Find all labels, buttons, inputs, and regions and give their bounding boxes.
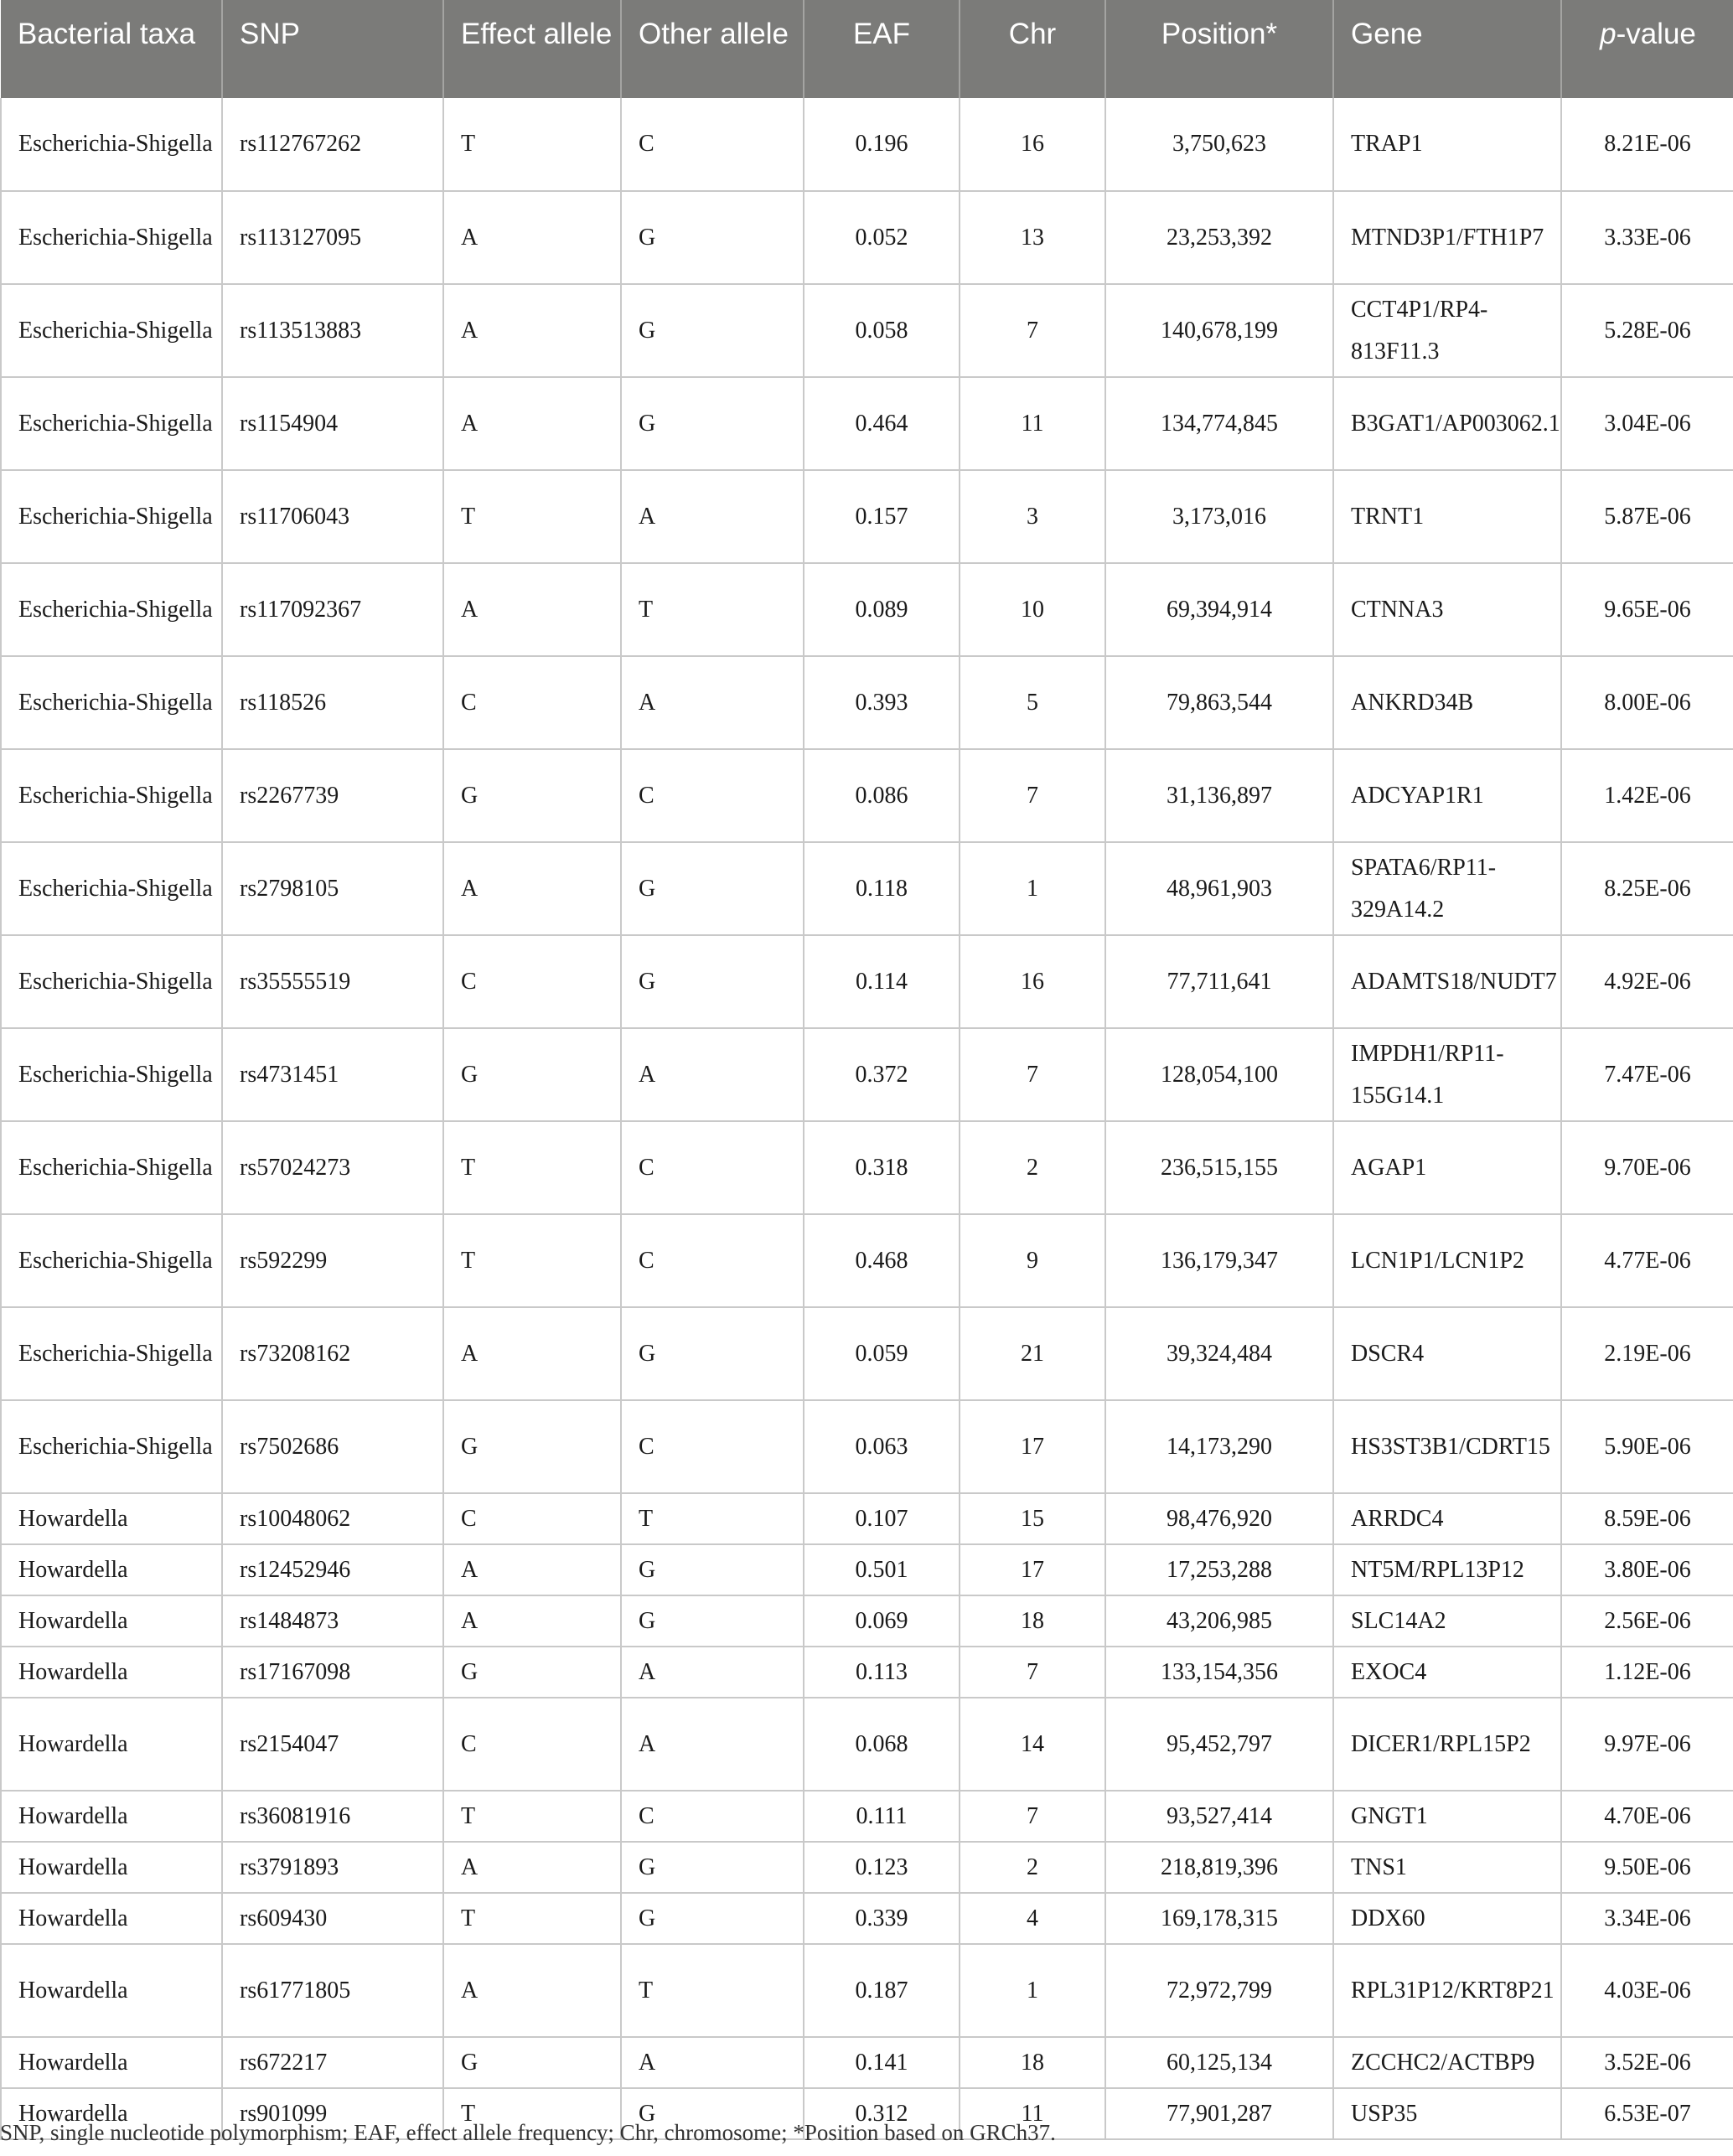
cell-gene: NT5M/RPL13P12 (1333, 1544, 1561, 1595)
cell-p-value: 4.03E-06 (1561, 1944, 1733, 2037)
cell-chr: 15 (960, 1493, 1105, 1544)
cell-eaf: 0.114 (804, 935, 960, 1028)
cell-position: 14,173,290 (1105, 1400, 1333, 1493)
cell-other-allele: A (621, 1698, 804, 1791)
cell-snp: rs17167098 (222, 1647, 443, 1698)
cell-chr: 2 (960, 1842, 1105, 1893)
table-row (1, 1944, 1733, 2037)
cell-other-allele: C (621, 1214, 804, 1307)
cell-gene: GNGT1 (1333, 1791, 1561, 1842)
cell-position: 72,972,799 (1105, 1944, 1333, 2037)
cell-position: 23,253,392 (1105, 191, 1333, 284)
cell-effect-allele: G (443, 2037, 621, 2088)
cell-position: 134,774,845 (1105, 377, 1333, 470)
cell-gene: AGAP1 (1333, 1121, 1561, 1214)
cell-gene: SPATA6/RP11-329A14.2 (1333, 842, 1561, 935)
cell-p-value: 2.19E-06 (1561, 1307, 1733, 1400)
cell-other-allele: A (621, 656, 804, 749)
cell-p-value: 8.25E-06 (1561, 842, 1733, 935)
cell-snp: rs2798105 (222, 842, 443, 935)
cell-effect-allele: G (443, 749, 621, 842)
cell-chr: 17 (960, 1400, 1105, 1493)
cell-position: 17,253,288 (1105, 1544, 1333, 1595)
cell-gene: DDX60 (1333, 1893, 1561, 1944)
cell-other-allele: G (621, 1544, 804, 1595)
cell-gene: RPL31P12/KRT8P21 (1333, 1944, 1561, 2037)
cell-chr: 9 (960, 1214, 1105, 1307)
cell-bacterial-taxa: Escherichia-Shigella (1, 1400, 222, 1493)
cell-snp: rs35555519 (222, 935, 443, 1028)
cell-p-value: 9.50E-06 (1561, 1842, 1733, 1893)
table-row (1, 2037, 1733, 2088)
cell-other-allele: G (621, 1307, 804, 1400)
cell-p-value: 9.70E-06 (1561, 1121, 1733, 1214)
cell-snp: rs672217 (222, 2037, 443, 2088)
cell-chr: 7 (960, 1028, 1105, 1121)
cell-effect-allele: T (443, 1214, 621, 1307)
cell-other-allele: A (621, 2037, 804, 2088)
cell-effect-allele: G (443, 1028, 621, 1121)
cell-snp: rs1484873 (222, 1595, 443, 1647)
cell-chr: 11 (960, 2088, 1105, 2139)
cell-chr: 3 (960, 470, 1105, 563)
cell-eaf: 0.089 (804, 563, 960, 656)
cell-p-value: 8.00E-06 (1561, 656, 1733, 749)
cell-effect-allele: T (443, 2088, 621, 2139)
table-row (1, 1400, 1733, 1493)
cell-other-allele: G (621, 935, 804, 1028)
cell-chr: 1 (960, 1944, 1105, 2037)
cell-chr: 21 (960, 1307, 1105, 1400)
cell-p-value: 9.65E-06 (1561, 563, 1733, 656)
header-gene: Gene (1333, 0, 1561, 98)
header-bacterial-taxa: Bacterial taxa (1, 0, 222, 98)
cell-effect-allele: G (443, 1647, 621, 1698)
cell-gene: EXOC4 (1333, 1647, 1561, 1698)
cell-position: 98,476,920 (1105, 1493, 1333, 1544)
cell-eaf: 0.157 (804, 470, 960, 563)
cell-eaf: 0.196 (804, 98, 960, 191)
cell-eaf: 0.086 (804, 749, 960, 842)
cell-eaf: 0.052 (804, 191, 960, 284)
cell-eaf: 0.069 (804, 1595, 960, 1647)
cell-other-allele: C (621, 749, 804, 842)
cell-effect-allele: A (443, 563, 621, 656)
cell-eaf: 0.123 (804, 1842, 960, 1893)
cell-bacterial-taxa: Escherichia-Shigella (1, 470, 222, 563)
cell-eaf: 0.312 (804, 2088, 960, 2139)
cell-position: 69,394,914 (1105, 563, 1333, 656)
cell-position: 31,136,897 (1105, 749, 1333, 842)
cell-position: 218,819,396 (1105, 1842, 1333, 1893)
cell-effect-allele: T (443, 1893, 621, 1944)
cell-gene: ADCYAP1R1 (1333, 749, 1561, 842)
table-row (1, 656, 1733, 749)
cell-other-allele: T (621, 563, 804, 656)
cell-p-value: 5.90E-06 (1561, 1400, 1733, 1493)
cell-bacterial-taxa: Escherichia-Shigella (1, 377, 222, 470)
cell-bacterial-taxa: Escherichia-Shigella (1, 656, 222, 749)
cell-gene: MTND3P1/FTH1P7 (1333, 191, 1561, 284)
cell-bacterial-taxa: Escherichia-Shigella (1, 1121, 222, 1214)
cell-eaf: 0.464 (804, 377, 960, 470)
cell-snp: rs10048062 (222, 1493, 443, 1544)
cell-effect-allele: A (443, 1307, 621, 1400)
cell-effect-allele: A (443, 842, 621, 935)
cell-other-allele: G (621, 842, 804, 935)
table-row (1, 563, 1733, 656)
cell-position: 48,961,903 (1105, 842, 1333, 935)
p-italic: p (1600, 18, 1617, 50)
cell-snp: rs1154904 (222, 377, 443, 470)
cell-bacterial-taxa: Escherichia-Shigella (1, 842, 222, 935)
cell-bacterial-taxa: Escherichia-Shigella (1, 191, 222, 284)
cell-effect-allele: A (443, 1842, 621, 1893)
cell-gene: HS3ST3B1/CDRT15 (1333, 1400, 1561, 1493)
cell-snp: rs57024273 (222, 1121, 443, 1214)
table-row (1, 1121, 1733, 1214)
cell-position: 93,527,414 (1105, 1791, 1333, 1842)
cell-other-allele: T (621, 1944, 804, 2037)
cell-eaf: 0.187 (804, 1944, 960, 2037)
cell-effect-allele: C (443, 935, 621, 1028)
cell-p-value: 4.77E-06 (1561, 1214, 1733, 1307)
table-header (1, 0, 1733, 98)
table-row (1, 377, 1733, 470)
cell-snp: rs36081916 (222, 1791, 443, 1842)
cell-gene: B3GAT1/AP003062.1 (1333, 377, 1561, 470)
cell-other-allele: A (621, 1028, 804, 1121)
cell-other-allele: A (621, 470, 804, 563)
cell-gene: ZCCHC2/ACTBP9 (1333, 2037, 1561, 2088)
cell-bacterial-taxa: Howardella (1, 1493, 222, 1544)
cell-snp: rs113127095 (222, 191, 443, 284)
cell-p-value: 8.21E-06 (1561, 98, 1733, 191)
table-row (1, 1493, 1733, 1544)
cell-effect-allele: T (443, 1791, 621, 1842)
cell-effect-allele: A (443, 1595, 621, 1647)
header-chr: Chr (960, 0, 1105, 98)
cell-eaf: 0.063 (804, 1400, 960, 1493)
cell-snp: rs2267739 (222, 749, 443, 842)
cell-other-allele: T (621, 1493, 804, 1544)
cell-snp: rs901099 (222, 2088, 443, 2139)
cell-position: 39,324,484 (1105, 1307, 1333, 1400)
cell-effect-allele: T (443, 98, 621, 191)
table-footnote: SNP, single nucleotide polymorphism; EAF, effect allele frequency; Chr, chromosome; *Position based on GRCh37. (0, 2120, 1056, 2145)
cell-chr: 16 (960, 935, 1105, 1028)
cell-position: 77,711,641 (1105, 935, 1333, 1028)
cell-p-value: 9.97E-06 (1561, 1698, 1733, 1791)
cell-snp: rs2154047 (222, 1698, 443, 1791)
cell-snp: rs61771805 (222, 1944, 443, 2037)
cell-chr: 18 (960, 2037, 1105, 2088)
cell-chr: 16 (960, 98, 1105, 191)
p-value-suffix: -value (1616, 18, 1696, 50)
cell-eaf: 0.059 (804, 1307, 960, 1400)
cell-gene: SLC14A2 (1333, 1595, 1561, 1647)
cell-eaf: 0.068 (804, 1698, 960, 1791)
cell-position: 128,054,100 (1105, 1028, 1333, 1121)
cell-eaf: 0.393 (804, 656, 960, 749)
cell-snp: rs592299 (222, 1214, 443, 1307)
cell-position: 140,678,199 (1105, 284, 1333, 377)
cell-p-value: 3.80E-06 (1561, 1544, 1733, 1595)
cell-p-value: 1.42E-06 (1561, 749, 1733, 842)
cell-effect-allele: T (443, 1121, 621, 1214)
cell-p-value: 8.59E-06 (1561, 1493, 1733, 1544)
cell-position: 60,125,134 (1105, 2037, 1333, 2088)
cell-p-value: 3.04E-06 (1561, 377, 1733, 470)
cell-snp: rs4731451 (222, 1028, 443, 1121)
header-other-allele: Other allele (621, 0, 804, 98)
table-row (1, 1214, 1733, 1307)
cell-chr: 7 (960, 284, 1105, 377)
cell-other-allele: G (621, 284, 804, 377)
cell-bacterial-taxa: Escherichia-Shigella (1, 284, 222, 377)
cell-gene: CCT4P1/RP4-813F11.3 (1333, 284, 1561, 377)
cell-p-value: 3.34E-06 (1561, 1893, 1733, 1944)
cell-other-allele: C (621, 1400, 804, 1493)
cell-effect-allele: T (443, 470, 621, 563)
table-row (1, 1544, 1733, 1595)
table-row (1, 935, 1733, 1028)
cell-bacterial-taxa: Escherichia-Shigella (1, 98, 222, 191)
cell-bacterial-taxa: Howardella (1, 1698, 222, 1791)
cell-position: 3,750,623 (1105, 98, 1333, 191)
table-row (1, 191, 1733, 284)
cell-p-value: 1.12E-06 (1561, 1647, 1733, 1698)
cell-eaf: 0.113 (804, 1647, 960, 1698)
cell-chr: 1 (960, 842, 1105, 935)
cell-snp: rs112767262 (222, 98, 443, 191)
cell-eaf: 0.107 (804, 1493, 960, 1544)
cell-bacterial-taxa: Howardella (1, 1842, 222, 1893)
cell-chr: 14 (960, 1698, 1105, 1791)
cell-eaf: 0.372 (804, 1028, 960, 1121)
cell-gene: TNS1 (1333, 1842, 1561, 1893)
cell-eaf: 0.468 (804, 1214, 960, 1307)
cell-other-allele: C (621, 1791, 804, 1842)
cell-snp: rs117092367 (222, 563, 443, 656)
cell-snp: rs73208162 (222, 1307, 443, 1400)
cell-snp: rs11706043 (222, 470, 443, 563)
header-p-value (1561, 0, 1733, 98)
cell-gene: USP35 (1333, 2088, 1561, 2139)
cell-chr: 2 (960, 1121, 1105, 1214)
cell-bacterial-taxa: Howardella (1, 1544, 222, 1595)
cell-p-value: 4.70E-06 (1561, 1791, 1733, 1842)
cell-chr: 4 (960, 1893, 1105, 1944)
cell-eaf: 0.118 (804, 842, 960, 935)
cell-effect-allele: C (443, 1698, 621, 1791)
cell-other-allele: G (621, 1842, 804, 1893)
cell-chr: 10 (960, 563, 1105, 656)
table-row (1, 749, 1733, 842)
cell-bacterial-taxa: Howardella (1, 2037, 222, 2088)
cell-position: 3,173,016 (1105, 470, 1333, 563)
cell-position: 79,863,544 (1105, 656, 1333, 749)
cell-other-allele: G (621, 377, 804, 470)
cell-bacterial-taxa: Escherichia-Shigella (1, 1028, 222, 1121)
cell-effect-allele: G (443, 1400, 621, 1493)
cell-eaf: 0.501 (804, 1544, 960, 1595)
cell-p-value: 3.52E-06 (1561, 2037, 1733, 2088)
header-position: Position* (1105, 0, 1333, 98)
cell-chr: 17 (960, 1544, 1105, 1595)
cell-eaf: 0.058 (804, 284, 960, 377)
cell-bacterial-taxa: Howardella (1, 1647, 222, 1698)
table-row (1, 98, 1733, 191)
cell-other-allele: A (621, 1647, 804, 1698)
cell-gene: IMPDH1/RP11-155G14.1 (1333, 1028, 1561, 1121)
cell-snp: rs3791893 (222, 1842, 443, 1893)
cell-chr: 18 (960, 1595, 1105, 1647)
cell-snp: rs12452946 (222, 1544, 443, 1595)
cell-gene: DSCR4 (1333, 1307, 1561, 1400)
cell-p-value: 3.33E-06 (1561, 191, 1733, 284)
cell-other-allele: G (621, 1893, 804, 1944)
header-eaf: EAF (804, 0, 960, 98)
cell-eaf: 0.339 (804, 1893, 960, 1944)
header-effect-allele: Effect allele (443, 0, 621, 98)
table-body (1, 98, 1733, 2139)
table-row (1, 1647, 1733, 1698)
cell-p-value: 4.92E-06 (1561, 935, 1733, 1028)
table-row (1, 842, 1733, 935)
cell-position: 169,178,315 (1105, 1893, 1333, 1944)
cell-position: 43,206,985 (1105, 1595, 1333, 1647)
cell-snp: rs118526 (222, 656, 443, 749)
cell-p-value: 6.53E-07 (1561, 2088, 1733, 2139)
cell-bacterial-taxa: Escherichia-Shigella (1, 1307, 222, 1400)
cell-effect-allele: A (443, 284, 621, 377)
cell-other-allele: G (621, 1595, 804, 1647)
cell-position: 95,452,797 (1105, 1698, 1333, 1791)
cell-snp: rs7502686 (222, 1400, 443, 1493)
table-row (1, 1028, 1733, 1121)
cell-position: 77,901,287 (1105, 2088, 1333, 2139)
cell-bacterial-taxa: Escherichia-Shigella (1, 1214, 222, 1307)
cell-chr: 11 (960, 377, 1105, 470)
cell-other-allele: C (621, 1121, 804, 1214)
cell-chr: 13 (960, 191, 1105, 284)
table-row (1, 1842, 1733, 1893)
cell-gene: CTNNA3 (1333, 563, 1561, 656)
cell-eaf: 0.318 (804, 1121, 960, 1214)
cell-other-allele: C (621, 98, 804, 191)
cell-effect-allele: A (443, 191, 621, 284)
table-row (1, 1307, 1733, 1400)
cell-position: 236,515,155 (1105, 1121, 1333, 1214)
cell-effect-allele: A (443, 1944, 621, 2037)
cell-gene: TRNT1 (1333, 470, 1561, 563)
cell-bacterial-taxa: Howardella (1, 1791, 222, 1842)
table-row (1, 1698, 1733, 1791)
table-row (1, 1595, 1733, 1647)
cell-effect-allele: A (443, 1544, 621, 1595)
cell-gene: TRAP1 (1333, 98, 1561, 191)
cell-chr: 7 (960, 1647, 1105, 1698)
cell-position: 136,179,347 (1105, 1214, 1333, 1307)
table-row (1, 470, 1733, 563)
cell-position: 133,154,356 (1105, 1647, 1333, 1698)
cell-effect-allele: A (443, 377, 621, 470)
cell-bacterial-taxa: Escherichia-Shigella (1, 749, 222, 842)
cell-effect-allele: C (443, 656, 621, 749)
cell-eaf: 0.141 (804, 2037, 960, 2088)
cell-p-value: 5.28E-06 (1561, 284, 1733, 377)
cell-p-value: 7.47E-06 (1561, 1028, 1733, 1121)
cell-bacterial-taxa: Howardella (1, 1893, 222, 1944)
cell-gene: LCN1P1/LCN1P2 (1333, 1214, 1561, 1307)
cell-other-allele: G (621, 191, 804, 284)
cell-bacterial-taxa: Escherichia-Shigella (1, 935, 222, 1028)
cell-chr: 7 (960, 749, 1105, 842)
cell-other-allele: G (621, 2088, 804, 2139)
cell-bacterial-taxa: Howardella (1, 2088, 222, 2139)
cell-eaf: 0.111 (804, 1791, 960, 1842)
cell-p-value: 5.87E-06 (1561, 470, 1733, 563)
cell-gene: DICER1/RPL15P2 (1333, 1698, 1561, 1791)
table-row (1, 1791, 1733, 1842)
header-snp: SNP (222, 0, 443, 98)
table-row (1, 1893, 1733, 1944)
cell-chr: 7 (960, 1791, 1105, 1842)
cell-gene: ARRDC4 (1333, 1493, 1561, 1544)
cell-snp: rs609430 (222, 1893, 443, 1944)
cell-effect-allele: C (443, 1493, 621, 1544)
cell-bacterial-taxa: Escherichia-Shigella (1, 563, 222, 656)
cell-gene: ADAMTS18/NUDT7 (1333, 935, 1561, 1028)
cell-p-value: 2.56E-06 (1561, 1595, 1733, 1647)
cell-gene: ANKRD34B (1333, 656, 1561, 749)
table-row (1, 284, 1733, 377)
cell-chr: 5 (960, 656, 1105, 749)
cell-snp: rs113513883 (222, 284, 443, 377)
cell-bacterial-taxa: Howardella (1, 1944, 222, 2037)
cell-bacterial-taxa: Howardella (1, 1595, 222, 1647)
